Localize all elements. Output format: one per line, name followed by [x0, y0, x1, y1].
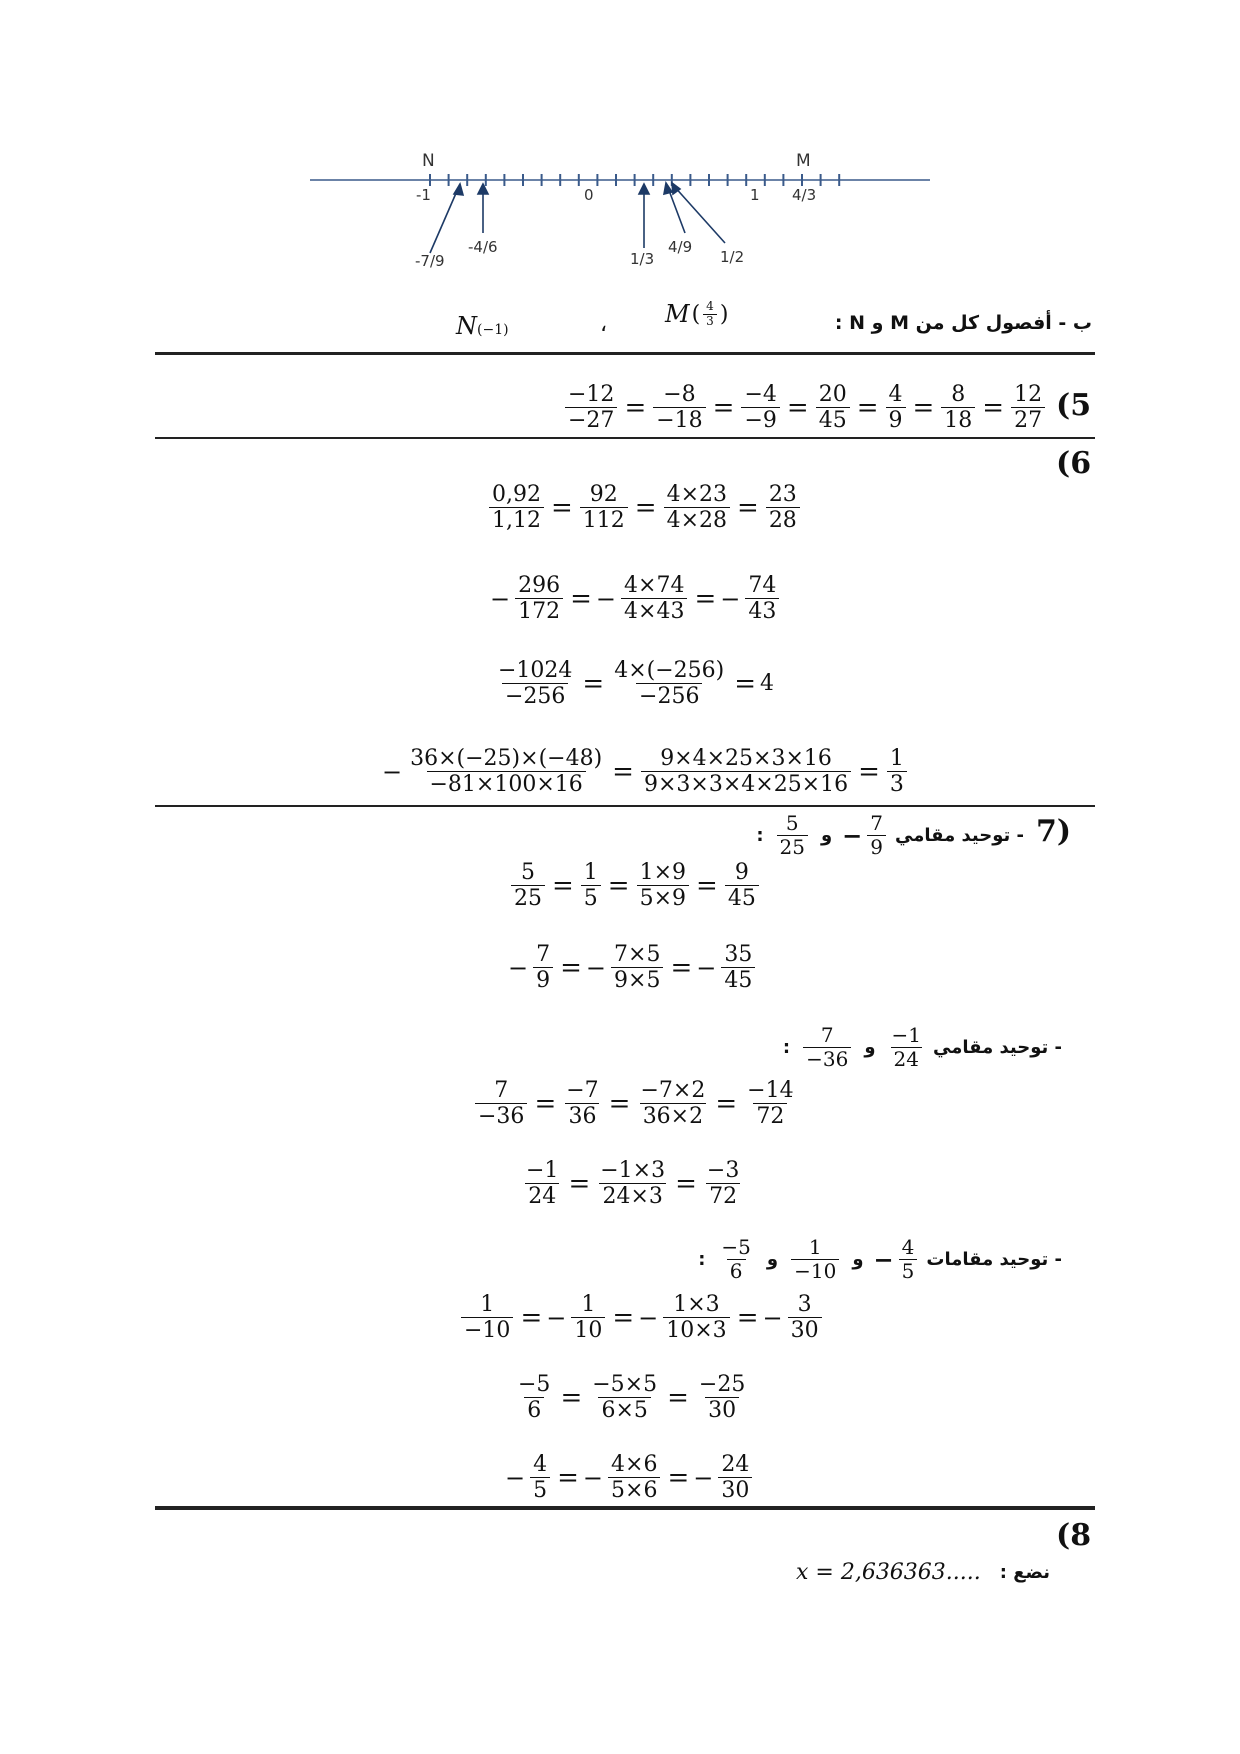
number-line [300, 148, 940, 278]
numerator: 20 [818, 382, 847, 407]
equals-sign: = [737, 492, 759, 523]
denominator: 112 [580, 507, 628, 533]
numerator: 5 [521, 860, 535, 885]
arrow-label-four-ninths: 4/9 [668, 238, 693, 256]
denominator: 72 [706, 1183, 740, 1209]
fraction [475, 1078, 527, 1130]
denominator: 9×5 [611, 967, 663, 993]
fraction [511, 860, 545, 912]
equals-sign: = [736, 1302, 759, 1333]
denominator: 24×3 [599, 1183, 665, 1209]
numerator: 1 [808, 1235, 822, 1259]
heading-fraction [886, 1024, 927, 1071]
denominator: 6×5 [598, 1397, 650, 1423]
fraction [886, 382, 906, 434]
numerator: −7×2 [640, 1078, 706, 1103]
numerator: 8 [951, 382, 966, 407]
heading-text: - توحيد مقامات [926, 1249, 1062, 1270]
numerator: 36×(−25)×(−48) [410, 746, 603, 771]
denominator: 5 [899, 1259, 918, 1283]
equals-sign: = [696, 870, 718, 901]
fraction [515, 573, 563, 625]
question-8-expression: x = 2,636363..... [796, 1560, 981, 1585]
numerator: 7 [536, 942, 551, 967]
separator-comma: ، [600, 312, 608, 337]
fraction [816, 382, 850, 434]
heading-word: : [698, 1249, 706, 1270]
denominator: 45 [816, 407, 850, 433]
equals-sign: = [634, 492, 657, 523]
denominator: 10×3 [663, 1317, 729, 1343]
heading-text: - توحيد مقامي [895, 825, 1024, 846]
numerator: 74 [748, 573, 777, 598]
numerator: −1 [891, 1023, 922, 1047]
part-b-label: ب - أفصول كل من M و N : [834, 312, 1092, 334]
fraction [766, 482, 800, 534]
question-6-equation-2 [490, 573, 782, 625]
denominator: 5 [530, 1477, 550, 1503]
tick-label-one: 1 [750, 186, 760, 204]
arrow-label-one-third: 1/3 [630, 250, 655, 268]
equals-sign: = [712, 392, 735, 423]
fraction [696, 1372, 748, 1424]
numerator: 296 [518, 573, 561, 598]
numerator: 1 [581, 1292, 596, 1317]
heading-word: و [820, 825, 833, 846]
denominator: 43 [745, 598, 779, 624]
fraction [637, 860, 689, 912]
equals-sign: = [694, 583, 717, 614]
equals-sign: = [856, 392, 879, 423]
denominator: −10 [461, 1317, 513, 1343]
numerator: 1×3 [673, 1292, 720, 1317]
fraction [621, 573, 687, 625]
numerator: −12 [568, 382, 615, 407]
numerator: −7 [566, 1078, 599, 1103]
minus-sign: − [505, 1463, 526, 1492]
heading-fraction [774, 812, 811, 859]
fraction [941, 382, 975, 434]
question-7-equation-d [520, 1158, 745, 1210]
numerator: −5 [518, 1372, 551, 1397]
denominator: 36×2 [640, 1103, 706, 1129]
fraction [565, 382, 617, 434]
numerator: 4×6 [611, 1452, 658, 1477]
denominator: 9 [886, 407, 906, 433]
minus-sign: − [696, 953, 717, 982]
numerator: 1×9 [639, 860, 687, 885]
denominator: 27 [1011, 407, 1045, 433]
question-7-heading-2 [779, 1024, 1062, 1071]
numerator: 35 [724, 942, 753, 967]
question-8-number: (8 [1056, 1518, 1092, 1553]
fraction [563, 1078, 601, 1130]
fraction [777, 812, 808, 859]
numerator: −14 [747, 1078, 794, 1103]
arrow-label-minus-seven-ninths: -7/9 [415, 252, 445, 270]
denominator: 9 [867, 835, 886, 859]
equals-sign: = [560, 952, 582, 983]
tick-label-four-thirds: 4/3 [792, 186, 817, 204]
question-6-equation-4 [382, 746, 910, 798]
fraction [571, 1292, 605, 1344]
divider [155, 805, 1095, 807]
minus-sign: − [842, 821, 863, 850]
numerator: −4 [744, 382, 777, 407]
numerator: 0,92 [492, 482, 541, 507]
equals-sign: = [570, 583, 592, 614]
abscissa-N-letter: N [456, 312, 477, 340]
numerator: −25 [698, 1372, 746, 1397]
denominator: −18 [653, 407, 705, 433]
minus-sign: − [720, 584, 741, 613]
denominator: 9 [533, 967, 553, 993]
abscissa-M: M ( $\frac{4}{3}$ ) [665, 299, 729, 329]
heading-fraction [842, 812, 889, 859]
fraction [745, 573, 779, 625]
equals-sign: = [552, 870, 574, 901]
denominator: 1,12 [489, 507, 544, 533]
denominator: 18 [941, 407, 975, 433]
denominator: 10 [571, 1317, 605, 1343]
equals-sign: = [715, 1088, 738, 1119]
minus-sign: − [762, 1303, 783, 1332]
equals-sign: = [858, 756, 880, 787]
minus-sign: − [490, 584, 511, 613]
fraction [581, 860, 601, 912]
point-M-label: M [796, 151, 811, 171]
heading-word: و [852, 1249, 864, 1270]
fraction [744, 1078, 796, 1130]
fraction [597, 1158, 668, 1210]
tick-label-minus-one: -1 [416, 186, 431, 204]
minus-sign: − [546, 1303, 567, 1332]
heading-fraction [874, 1236, 921, 1283]
denominator: −256 [502, 683, 568, 709]
fraction [515, 1372, 553, 1424]
tick-label-zero: 0 [584, 186, 594, 204]
divider [155, 352, 1095, 355]
numerator: 4 [888, 382, 903, 407]
equals-sign: = [624, 392, 647, 423]
equals-sign: = [582, 668, 605, 699]
denominator: 45 [721, 967, 755, 993]
numerator: 4 [533, 1452, 548, 1477]
fraction [589, 1372, 660, 1424]
denominator: 6 [727, 1259, 746, 1283]
denominator: 4×28 [664, 507, 730, 533]
fraction [611, 942, 663, 994]
numerator: 7 [494, 1078, 509, 1103]
minus-sign: − [595, 584, 617, 613]
numerator: 24 [721, 1452, 750, 1477]
fraction [489, 482, 544, 534]
fraction [704, 1158, 742, 1210]
question-7-heading-1 [752, 812, 1024, 859]
equals-sign: = [667, 1382, 689, 1413]
equals-sign: = [557, 1462, 579, 1493]
fraction [664, 482, 730, 534]
equals-sign: = [612, 1302, 635, 1333]
fraction [718, 1236, 753, 1283]
fraction [663, 1292, 729, 1344]
numerator: −5×5 [592, 1372, 658, 1397]
numerator: 4×74 [624, 573, 685, 598]
result-value: 4 [760, 671, 775, 697]
question-7-equation-c [472, 1078, 800, 1130]
denominator: −81×100×16 [427, 771, 586, 797]
numerator: 1 [889, 746, 904, 771]
fraction [741, 382, 779, 434]
arrow-label-one-half: 1/2 [720, 248, 745, 266]
numerator: 4×23 [666, 482, 728, 507]
fraction [533, 942, 553, 994]
minus-sign: − [382, 757, 403, 786]
equals-sign: = [607, 870, 630, 901]
numerator: 5 [785, 811, 799, 835]
numerator: 23 [768, 482, 797, 507]
minus-sign: − [873, 1245, 894, 1274]
point-N-label: N [422, 151, 435, 171]
denominator: 36 [565, 1103, 599, 1129]
numerator: 7 [870, 811, 884, 835]
fraction [788, 1292, 822, 1344]
minus-sign: − [585, 953, 607, 982]
denominator: −36 [803, 1047, 851, 1071]
denominator: −256 [636, 683, 702, 709]
abscissa-M-letter: M [665, 300, 690, 329]
numerator: 4×(−256) [614, 658, 725, 683]
denominator: 30 [788, 1317, 822, 1343]
denominator: 45 [725, 885, 759, 911]
question-5-equation [562, 382, 1048, 434]
denominator: 4×43 [621, 598, 687, 624]
fraction [867, 812, 886, 859]
denominator: 6 [524, 1397, 544, 1423]
question-7-equation-g [505, 1452, 755, 1504]
fraction [718, 1452, 752, 1504]
numerator: 1 [583, 860, 598, 885]
fraction [608, 1452, 660, 1504]
denominator: 30 [718, 1477, 752, 1503]
equals-sign: = [675, 1168, 697, 1199]
heading-word: : [782, 1037, 791, 1058]
equals-sign: = [612, 756, 634, 787]
fraction [725, 860, 759, 912]
fraction [803, 1024, 851, 1071]
question-7-equation-b [508, 942, 758, 994]
heading-word: و [864, 1037, 876, 1058]
fraction [495, 658, 575, 710]
numerator: 3 [797, 1292, 812, 1317]
fraction [899, 1236, 918, 1283]
denominator: 25 [511, 885, 545, 911]
numerator: −1 [526, 1158, 559, 1183]
equals-sign: = [667, 1462, 690, 1493]
denominator: −9 [741, 407, 779, 433]
question-7-number: 7) [1036, 814, 1072, 849]
numerator: −1024 [498, 658, 573, 683]
denominator: −27 [565, 407, 617, 433]
question-7-equation-f [512, 1372, 751, 1424]
equals-sign: = [734, 668, 757, 699]
heading-word: و [766, 1249, 779, 1270]
minus-sign: − [638, 1303, 659, 1332]
denominator: 3 [887, 771, 907, 797]
numerator: 7 [820, 1023, 834, 1047]
denominator: 5×9 [637, 885, 689, 911]
numerator: 92 [589, 482, 618, 507]
heading-text: - توحيد مقامي [933, 1037, 1062, 1058]
fraction [653, 382, 705, 434]
question-5-number: (5 [1056, 388, 1092, 423]
minus-sign: − [582, 1463, 604, 1492]
equals-sign: = [608, 1088, 631, 1119]
denominator: 5×6 [608, 1477, 660, 1503]
question-7-equation-e [458, 1292, 825, 1344]
fraction [791, 1236, 839, 1283]
abscissa-M-num: 4 [706, 299, 714, 313]
denominator: 25 [777, 835, 808, 859]
fraction [530, 1452, 550, 1504]
abscissa-M-den: 3 [703, 314, 717, 329]
numerator: −1×3 [600, 1158, 666, 1183]
fraction [889, 1024, 924, 1071]
equals-sign: = [534, 1088, 557, 1119]
question-6-number: (6 [1056, 446, 1092, 481]
numerator: 12 [1014, 382, 1043, 407]
equals-sign: = [786, 392, 809, 423]
heading-fraction [715, 1236, 756, 1283]
numerator: 9×4×25×3×16 [660, 746, 832, 771]
question-8-label: نضع : [999, 1562, 1050, 1583]
fraction [523, 1158, 561, 1210]
numerator: 7×5 [614, 942, 661, 967]
denominator: −36 [475, 1103, 527, 1129]
denominator: 72 [753, 1103, 787, 1129]
equals-sign: = [550, 492, 573, 523]
fraction [637, 1078, 708, 1130]
fraction [461, 1292, 513, 1344]
numerator: 1 [480, 1292, 495, 1317]
denominator: −10 [791, 1259, 839, 1283]
fraction [580, 482, 628, 534]
denominator: 172 [515, 598, 563, 624]
divider [155, 1506, 1095, 1510]
denominator: 24 [891, 1047, 922, 1071]
heading-fraction [788, 1236, 842, 1283]
equals-sign: = [568, 1168, 591, 1199]
fraction [721, 942, 755, 994]
denominator: 9×3×3×4×25×16 [641, 771, 851, 797]
minus-sign: − [693, 1463, 714, 1492]
equals-sign: = [912, 392, 935, 423]
equals-sign: = [982, 392, 1005, 423]
minus-sign: − [508, 953, 529, 982]
equals-sign: = [560, 1382, 583, 1413]
equals-sign: = [520, 1302, 543, 1333]
numerator: −3 [706, 1158, 740, 1183]
heading-fraction [800, 1024, 854, 1071]
heading-word: : [756, 825, 764, 846]
abscissa-N-sub: (−1) [477, 322, 509, 338]
numerator: 9 [734, 860, 749, 885]
denominator: 30 [705, 1397, 739, 1423]
fraction [611, 658, 727, 710]
question-6-equation-3 [492, 658, 774, 710]
question-6-equation-1 [486, 482, 803, 534]
fraction [407, 746, 605, 798]
arrow-label-minus-four-sixths: -4/6 [468, 238, 498, 256]
denominator: 24 [525, 1183, 559, 1209]
denominator: 5 [581, 885, 601, 911]
fraction [1011, 382, 1045, 434]
denominator: 28 [766, 507, 800, 533]
fraction [641, 746, 851, 798]
equals-sign: = [670, 952, 693, 983]
numerator: −8 [663, 382, 696, 407]
numerator: −5 [721, 1235, 751, 1259]
question-7-equation-a [508, 860, 762, 912]
divider [155, 437, 1095, 439]
fraction [887, 746, 907, 798]
numerator: 4 [901, 1235, 915, 1259]
abscissa-N [456, 312, 509, 340]
question-7-heading-3 [694, 1236, 1062, 1283]
